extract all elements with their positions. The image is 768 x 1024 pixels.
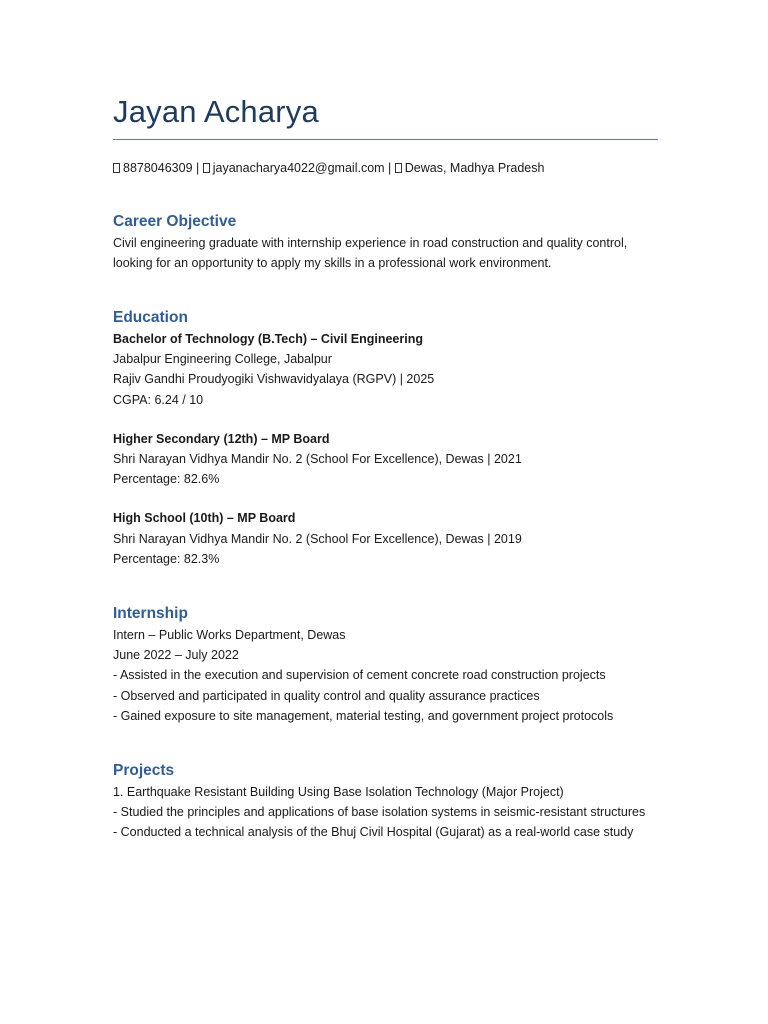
objective-line: Civil engineering graduate with internship experience in road construction and quality control, bbox=[113, 236, 628, 250]
internship-line: Intern – Public Works Department, Dewas bbox=[113, 628, 346, 642]
contact-location: Dewas, Madhya Pradesh bbox=[404, 161, 545, 175]
internship-line: - Gained exposure to site management, material testing, and government project protocols bbox=[113, 708, 614, 723]
internship-line: - Assisted in the execution and supervision of cement concrete road construction projects bbox=[113, 668, 606, 683]
section-education bbox=[113, 307, 658, 569]
education-title: Higher Secondary (12th) – MP Board bbox=[113, 431, 330, 446]
education-detail: Rajiv Gandhi Proudyogiki Vishwavidyalaya (RGPV) | 2025 bbox=[113, 372, 435, 387]
project-line: - Conducted a technical analysis of the Bhuj Civil Hospital (Gujarat) as a real-world case study bbox=[113, 825, 634, 840]
section-heading: Career Objective bbox=[113, 213, 237, 230]
section-heading: Education bbox=[113, 309, 188, 326]
candidate-name: Jayan Acharya bbox=[113, 94, 319, 129]
education-detail: Shri Narayan Vidhya Mandir No. 2 (School For Excellence), Dewas | 2021 bbox=[113, 452, 522, 467]
location-icon bbox=[395, 163, 402, 173]
education-detail: Percentage: 82.3% bbox=[113, 551, 220, 566]
objective-line: looking for an opportunity to apply my skills in a professional work environment. bbox=[113, 256, 552, 271]
contact-phone: 8878046309 bbox=[123, 161, 193, 175]
education-detail: Jabalpur Engineering College, Jabalpur bbox=[113, 352, 332, 367]
section-heading: Projects bbox=[113, 762, 175, 779]
section-projects bbox=[113, 760, 658, 843]
contact-separator: | bbox=[388, 161, 392, 175]
contact-email: jayanacharya4022@gmail.com bbox=[212, 161, 385, 175]
contact-separator: | bbox=[196, 161, 200, 175]
education-detail: Percentage: 82.6% bbox=[113, 472, 220, 487]
education-title: Bachelor of Technology (B.Tech) – Civil Engineering bbox=[113, 332, 423, 346]
section-heading: Internship bbox=[113, 605, 188, 622]
education-detail: CGPA: 6.24 / 10 bbox=[113, 392, 204, 407]
education-title: High School (10th) – MP Board bbox=[113, 511, 296, 526]
project-line: - Studied the principles and applications of base isolation systems in seismic-resistant structures bbox=[113, 805, 646, 820]
section-internship bbox=[113, 603, 658, 726]
education-detail: Shri Narayan Vidhya Mandir No. 2 (School For Excellence), Dewas | 2019 bbox=[113, 531, 522, 546]
phone-icon bbox=[113, 163, 120, 173]
header-divider bbox=[113, 139, 658, 140]
project-line: 1. Earthquake Resistant Building Using Base Isolation Technology (Major Project) bbox=[113, 785, 564, 799]
internship-line: - Observed and participated in quality control and quality assurance practices bbox=[113, 688, 540, 703]
section-career-objective bbox=[113, 211, 658, 273]
internship-line: June 2022 – July 2022 bbox=[113, 648, 239, 663]
contact-line bbox=[113, 161, 544, 175]
email-icon bbox=[203, 163, 210, 173]
